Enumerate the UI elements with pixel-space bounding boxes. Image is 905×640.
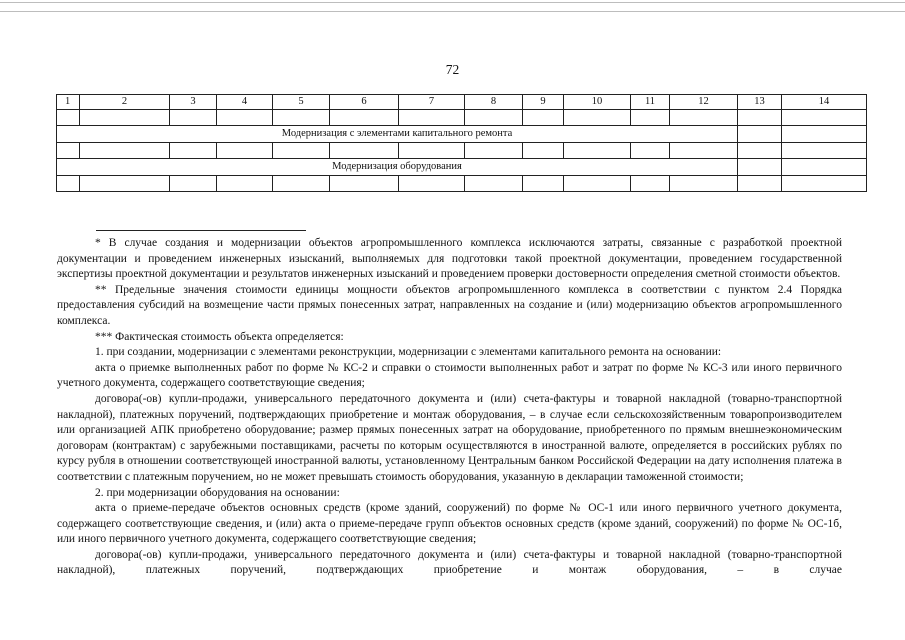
table-cell (564, 176, 631, 192)
table-cell (273, 176, 330, 192)
table-cell (217, 110, 273, 126)
column-number: 3 (170, 95, 217, 110)
table-cell (217, 176, 273, 192)
table-cell (80, 176, 170, 192)
table-cell (564, 110, 631, 126)
footnote-1: * В случае создания и модернизации объектов агропромышленного комплекса исключаются затраты, связанные с разработкой проектной документации и проведением инженерных изысканий, выполняемых для подготовки такой проектной документации, проведением государственной экспертизы проектной документации и результатов инженерных изысканий и проведением проверки достоверности определения сметной стоимости объектов. (57, 237, 842, 281)
column-number: 4 (217, 95, 273, 110)
footnote-item-2: 2. при модернизации оборудования на основании: (95, 486, 340, 499)
footnote-paragraph: акта о приемке выполненных работ по форме № КС-2 и справки о стоимости выполненных работ и затрат по форме № КС-3 или иного первичного учетного документа, содержащего соответствующие сведения; (57, 361, 842, 390)
table-cell (631, 143, 670, 159)
table-empty-row (57, 176, 867, 192)
column-number: 10 (564, 95, 631, 110)
footnote-3: *** Фактическая стоимость объекта определяется: (95, 330, 344, 343)
table-cell (738, 176, 782, 192)
table-cell (738, 126, 782, 143)
table-cell (57, 110, 80, 126)
page-number: 72 (445, 62, 460, 77)
table-cell (217, 143, 273, 159)
table-cell (670, 110, 738, 126)
table-cell (80, 110, 170, 126)
table-cell (523, 110, 564, 126)
scan-top-edge-line (0, 2, 905, 3)
table-cell (399, 176, 465, 192)
footnote-2: ** Предельные значения стоимости единицы мощности объектов агропромышленного комплекса в соответствии с пунктом 2.4 Порядка предоставления субсидий на возмещение части прямых понесенных затрат, направленных на создание и (или) модернизацию объектов агропромышленного комплекса. (57, 283, 842, 327)
column-number: 8 (465, 95, 523, 110)
table-cell (564, 143, 631, 159)
table-cell (670, 143, 738, 159)
table-empty-row (57, 110, 867, 126)
table-empty-row (57, 143, 867, 159)
section-title-equipment: Модернизация оборудования (57, 159, 738, 176)
table-cell (273, 110, 330, 126)
column-number: 9 (523, 95, 564, 110)
column-number: 12 (670, 95, 738, 110)
column-number: 7 (399, 95, 465, 110)
table-cell (782, 126, 867, 143)
table-cell (465, 110, 523, 126)
table-cell (782, 143, 867, 159)
table-cell (399, 110, 465, 126)
table-cell (782, 176, 867, 192)
table-cell (170, 176, 217, 192)
footnote-paragraph: акта о приеме-передаче объектов основных средств (кроме зданий, сооружений) по форме № ОС-1 или иного первичного учетного документа, содержащего соответствующие сведения, и (или) акта о приеме-передаче групп объектов основных средств (кроме зданий, сооружений) по форме № ОС-1б, или иного первичного учетного документа, содержащего соответствующие сведения; (57, 502, 842, 546)
table-section-row (57, 126, 867, 143)
table-cell (465, 143, 523, 159)
column-number: 11 (631, 95, 670, 110)
column-number: 1 (57, 95, 80, 110)
cost-table (56, 94, 867, 192)
table-cell (738, 110, 782, 126)
table-cell (80, 143, 170, 159)
footnote-paragraph: договора(-ов) купли-продажи, универсального передаточного документа и (или) счета-фактуры и товарной накладной (товарно-транспортной накладной), платежных поручений, подтверждающих приобретение и монтаж оборудования, – в случае если сельскохозяйственным товаропроизводителем или организацией АПК приобретено оборудование; размер прямых понесенных затрат на оборудование, приобретенного по прямым внешнеэкономическим договорам (контрактам) с зарубежными поставщиками, расчеты по которым осуществляются в иностранной валюте, определяется в российских рублях по курсу рубля в отношении соответствующей иностранной валюты, установленному Центральным банком Российской Федерации на дату исполнения платежа в соответствии с платежным поручением, но не может превышать стоимость оборудования, указанную в декларации таможенной стоимости; (57, 392, 842, 483)
column-number: 13 (738, 95, 782, 110)
table-cell (782, 110, 867, 126)
table-cell (330, 110, 399, 126)
table-cell (170, 110, 217, 126)
footnotes-block (57, 236, 842, 579)
footnote-item-1: 1. при создании, модернизации с элементами реконструкции, модернизации с элементами капитального ремонта на основании: (95, 346, 722, 359)
table-cell (399, 143, 465, 159)
table-cell (273, 143, 330, 159)
table-cell (631, 176, 670, 192)
table-cell (523, 176, 564, 192)
section-title-capital-repair: Модернизация с элементами капитального ремонта (57, 126, 738, 143)
table-cell (330, 176, 399, 192)
table-cell (738, 159, 782, 176)
table-cell (670, 176, 738, 192)
table-cell (57, 176, 80, 192)
table-cell (465, 176, 523, 192)
table-cell (57, 143, 80, 159)
footnote-paragraph: договора(-ов) купли-продажи, универсального передаточного документа и (или) счета-фактуры и товарной накладной (товарно-транспортной накладной), платежных поручений, подтверждающих приобретение и монтаж оборудования, – в случае (57, 548, 842, 577)
table-cell (738, 143, 782, 159)
table-header-row (57, 95, 867, 110)
column-number: 6 (330, 95, 399, 110)
scan-top-edge-line (0, 11, 905, 12)
column-number: 2 (80, 95, 170, 110)
table-cell (330, 143, 399, 159)
footnote-separator (96, 230, 306, 231)
table-cell (631, 110, 670, 126)
column-number: 5 (273, 95, 330, 110)
table-cell (782, 159, 867, 176)
column-number: 14 (782, 95, 867, 110)
table-cell (170, 143, 217, 159)
table-section-row (57, 159, 867, 176)
table-cell (523, 143, 564, 159)
